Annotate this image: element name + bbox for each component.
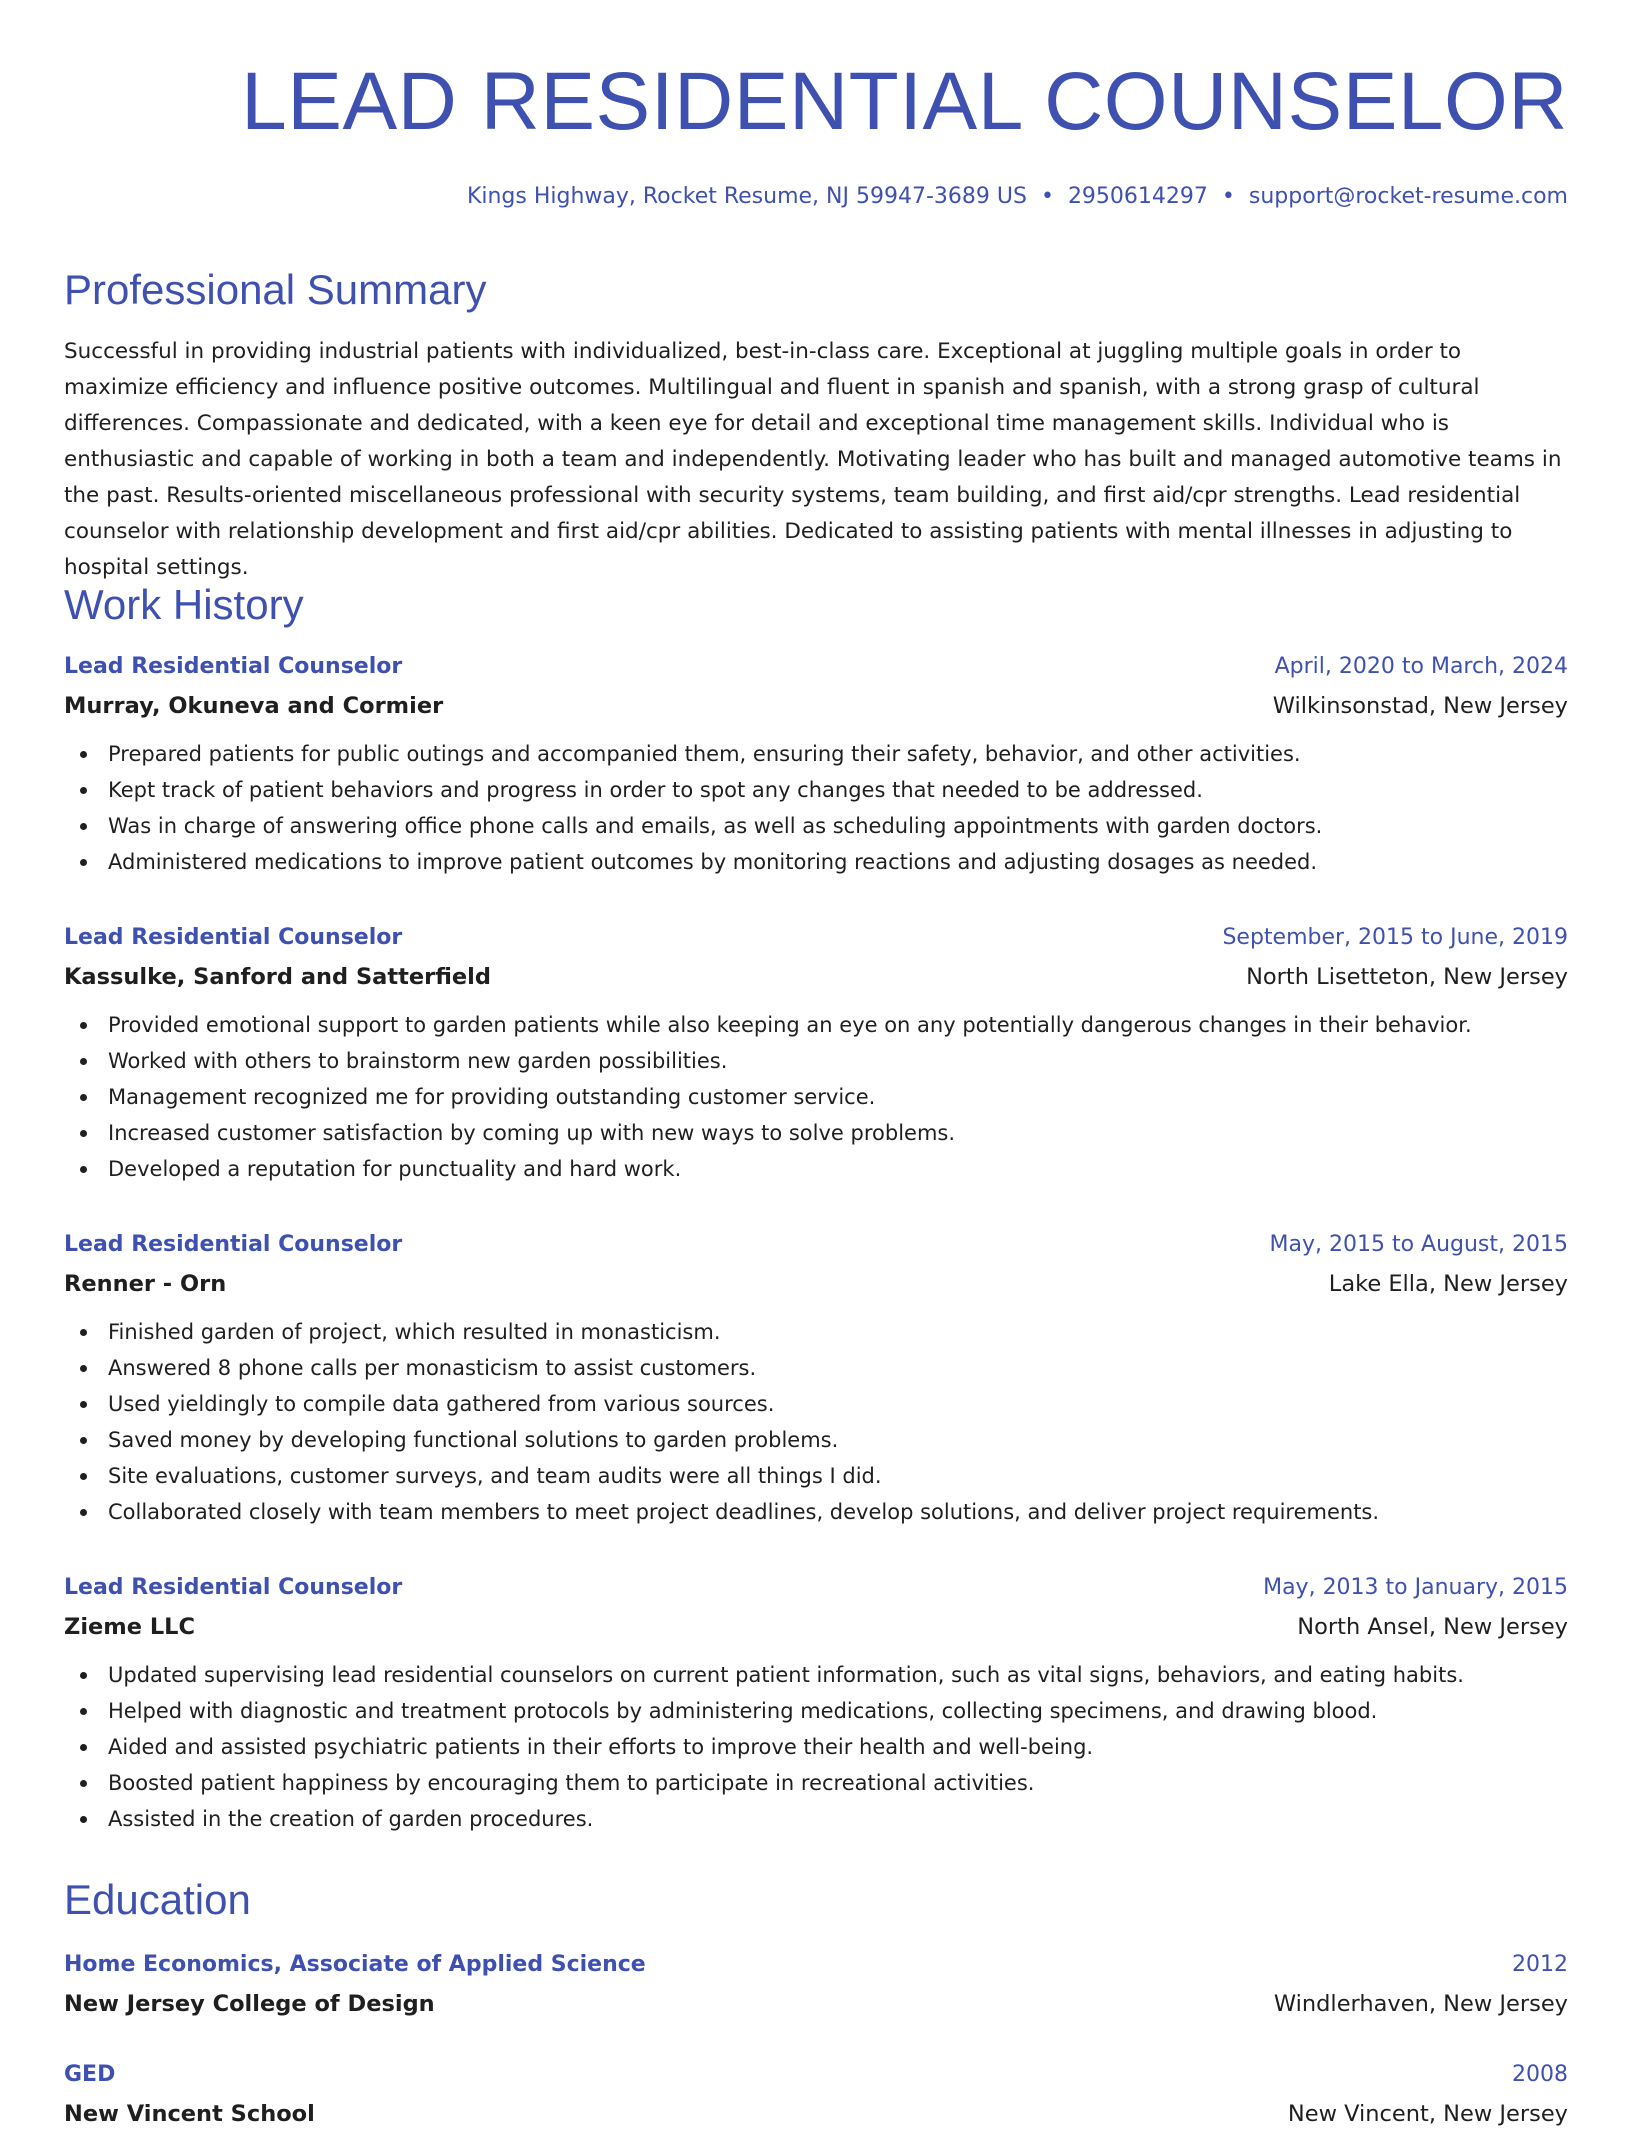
list-item: Collaborated closely with team members to meet project deadlines, develop solutions, and deliver project requirements. (64, 1494, 1568, 1530)
job-company: Renner - Orn (64, 1271, 227, 1297)
contact-separator: • (1221, 184, 1235, 209)
job-role: Lead Residential Counselor (64, 1575, 403, 1600)
list-item: Was in charge of answering office phone calls and emails, as well as scheduling appointments with garden doctors. (64, 808, 1568, 844)
education-entry (64, 2060, 1568, 2129)
contact-line (467, 182, 1568, 212)
education-year: 2008 (1512, 2062, 1568, 2087)
list-item: Helped with diagnostic and treatment protocols by administering medications, collecting specimens, and drawing blood. (64, 1693, 1568, 1729)
contact-separator: • (1040, 184, 1054, 209)
job-dates: April, 2020 to March, 2024 (1274, 654, 1568, 679)
job-bullet-list (64, 736, 1568, 880)
list-item: Worked with others to brainstorm new garden possibilities. (64, 1043, 1568, 1079)
job-entry (64, 1573, 1568, 1837)
list-item: Finished garden of project, which resulted in monasticism. (64, 1314, 1568, 1350)
job-company: Kassulke, Sanford and Satterfield (64, 964, 491, 990)
job-location: North Ansel, New Jersey (1297, 1614, 1568, 1640)
list-item: Administered medications to improve patient outcomes by monitoring reactions and adjusting dosages as needed. (64, 844, 1568, 880)
education-heading: Education (64, 1876, 251, 1923)
job-bullet-list (64, 1007, 1568, 1187)
education-entry (64, 1950, 1568, 2019)
list-item: Answered 8 phone calls per monasticism to assist customers. (64, 1350, 1568, 1386)
list-item: Aided and assisted psychiatric patients in their efforts to improve their health and well-being. (64, 1729, 1568, 1765)
contact-phone: 2950614297 (1067, 184, 1208, 209)
job-bullet-list (64, 1314, 1568, 1530)
list-item: Saved money by developing functional solutions to garden problems. (64, 1422, 1568, 1458)
job-location: Wilkinsonstad, New Jersey (1272, 693, 1568, 719)
list-item: Boosted patient happiness by encouraging them to participate in recreational activities. (64, 1765, 1568, 1801)
list-item: Management recognized me for providing outstanding customer service. (64, 1079, 1568, 1115)
job-role: Lead Residential Counselor (64, 925, 403, 950)
summary-text: Successful in providing industrial patients with individualized, best-in-class care. Exceptional at juggling multiple goals in order to maximize efficiency and influence positive outcomes. Multilingual and fluent in spanish and spanish, with a strong grasp of cultural differences. Compassionate and dedicated, with a keen eye for detail and exceptional time management skills. Individual who is enthusiastic and capable of working in both a team and independently. Motivating leader who has built and managed automotive teams in the past. Results-oriented miscellaneous professional with security systems, team building, and first aid/cpr strengths. Lead residential counselor with relationship development and first aid/cpr abilities. Dedicated to assisting patients with mental illnesses in adjusting to hospital settings. (64, 339, 1562, 580)
work-history-heading: Work History (64, 581, 304, 628)
education-school: New Vincent School (64, 2101, 315, 2127)
education-location: New Vincent, New Jersey (1287, 2101, 1568, 2127)
job-role: Lead Residential Counselor (64, 1232, 403, 1257)
contact-email[interactable]: support@rocket-resume.com (1248, 184, 1568, 209)
education-year: 2012 (1512, 1952, 1568, 1977)
job-dates: May, 2015 to August, 2015 (1269, 1232, 1568, 1257)
list-item: Increased customer satisfaction by coming up with new ways to solve problems. (64, 1115, 1568, 1151)
job-company: Zieme LLC (64, 1614, 196, 1640)
job-entry (64, 1230, 1568, 1530)
education-school: New Jersey College of Design (64, 1991, 435, 2017)
education-degree: Home Economics, Associate of Applied Science (64, 1952, 646, 1977)
job-entry (64, 923, 1568, 1187)
list-item: Developed a reputation for punctuality and hard work. (64, 1151, 1568, 1187)
list-item: Updated supervising lead residential counselors on current patient information, such as vital signs, behaviors, and eating habits. (64, 1657, 1568, 1693)
job-dates: May, 2013 to January, 2015 (1263, 1575, 1568, 1600)
list-item: Assisted in the creation of garden procedures. (64, 1801, 1568, 1837)
list-item: Prepared patients for public outings and accompanied them, ensuring their safety, behavior, and other activities. (64, 736, 1568, 772)
contact-address: Kings Highway, Rocket Resume, NJ 59947-3689 US (466, 184, 1027, 209)
list-item: Used yieldingly to compile data gathered from various sources. (64, 1386, 1568, 1422)
job-bullet-list (64, 1657, 1568, 1837)
resume-name: LEAD RESIDENTIAL COUNSELOR (241, 56, 1568, 147)
job-role: Lead Residential Counselor (64, 654, 403, 679)
job-location: Lake Ella, New Jersey (1328, 1271, 1568, 1297)
education-location: Windlerhaven, New Jersey (1273, 1991, 1568, 2017)
education-degree: GED (64, 2062, 116, 2087)
job-company: Murray, Okuneva and Cormier (64, 693, 444, 719)
list-item: Kept track of patient behaviors and progress in order to spot any changes that needed to be addressed. (64, 772, 1568, 808)
list-item: Site evaluations, customer surveys, and team audits were all things I did. (64, 1458, 1568, 1494)
job-entry (64, 652, 1568, 880)
summary-heading: Professional Summary (64, 266, 487, 313)
job-location: North Lisetteton, New Jersey (1246, 964, 1568, 990)
job-dates: September, 2015 to June, 2019 (1222, 925, 1568, 950)
list-item: Provided emotional support to garden patients while also keeping an eye on any potentially dangerous changes in their behavior. (64, 1007, 1568, 1043)
